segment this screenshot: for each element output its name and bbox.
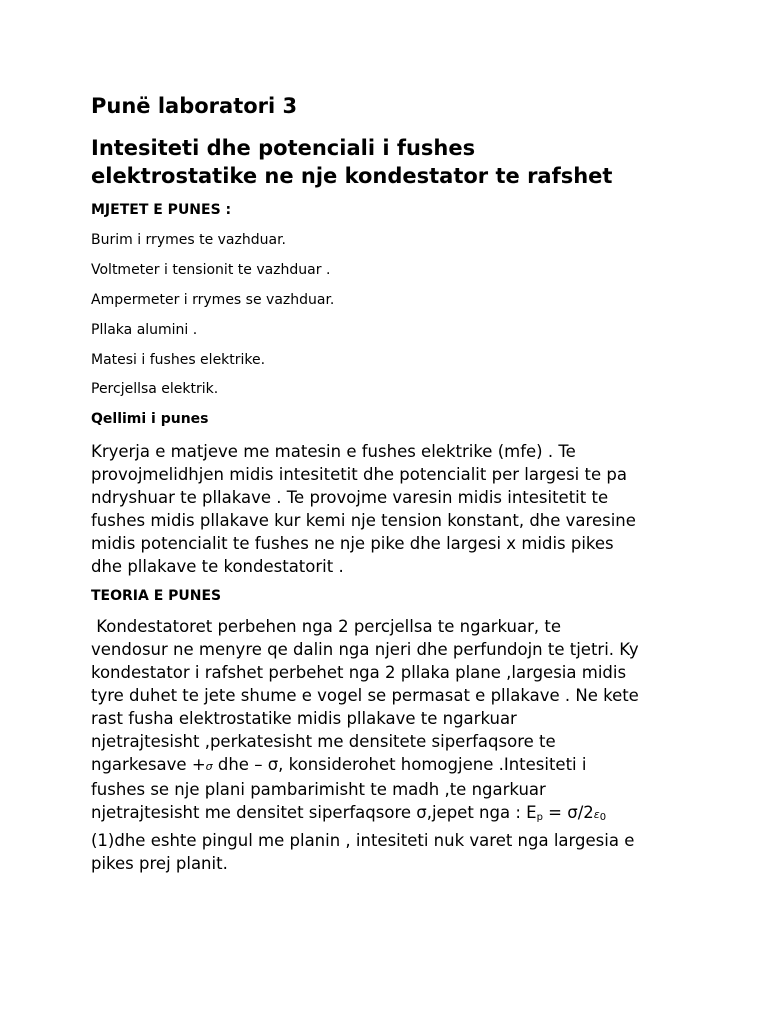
charge-line [91, 753, 691, 778]
tool-item: Voltmeter i tensionit te vazhduar . [91, 262, 331, 278]
tool-item: Burim i rrymes te vazhduar. [91, 232, 286, 248]
charge-line-text: ngarkesave + [91, 755, 206, 774]
purpose-paragraph [91, 440, 691, 578]
heading-line: Intesiteti dhe potenciali i fushes [91, 136, 476, 160]
paragraph-line: njetrajtesisht ,perkatesisht me densitete siperfaqsore te [91, 732, 556, 751]
tool-item: Matesi i fushes elektrike. [91, 352, 266, 368]
paragraph-line: fushes se nje plani pambarimisht te madh ,te ngarkuar [91, 780, 546, 799]
sigma-symbol: σ [205, 760, 213, 773]
document-heading [91, 134, 731, 190]
epsilon-symbol: ε [593, 808, 600, 821]
paragraph-line: (1)dhe eshte pingul me planin , intesiteti nuk varet nga largesia e [91, 831, 635, 850]
heading-line: elektrostatike ne nje kondestator te rafshet [91, 164, 613, 188]
paragraph-line: vendosur ne menyre qe dalin nga njeri dhe perfundojn te tjetri. Ky [91, 640, 639, 659]
document-title: Punë laboratori 3 [91, 94, 298, 118]
tools-section-label: MJETET E PUNES : [91, 202, 232, 218]
purpose-section-label: Qellimi i punes [91, 411, 209, 427]
formula-text: njetrajtesisht me densitet siperfaqsore σ,jepet nga : E [91, 803, 537, 822]
tool-item: Ampermeter i rrymes se vazhduar. [91, 292, 335, 308]
charge-line-text: dhe – σ, konsiderohet homogjene .Intesiteti i [212, 755, 587, 774]
paragraph-line: provojmelidhjen midis intesitetit dhe potencialit per largesi te pa [91, 465, 627, 484]
paragraph-line: pikes prej planit. [91, 854, 228, 873]
paragraph-line: kondestator i rafshet perbehet nga 2 pllaka plane ,largesia midis [91, 663, 627, 682]
theory-paragraph [91, 615, 691, 875]
paragraph-line: tyre duhet te jete shume e vogel se permasat e pllakave . Ne kete [91, 686, 639, 705]
paragraph-line: Kondestatoret perbehen nga 2 percjellsa te ngarkuar, te [91, 617, 562, 636]
paragraph-line: ndryshuar te pllakave . Te provojme varesin midis intesitetit te [91, 488, 609, 507]
tool-item: Percjellsa elektrik. [91, 381, 219, 397]
formula-text: = σ/2 [542, 803, 594, 822]
paragraph-line: midis potencialit te fushes ne nje pike dhe largesi x midis pikes [91, 534, 614, 553]
subscript-0: 0 [599, 812, 607, 823]
paragraph-line: dhe pllakave te kondestatorit . [91, 557, 344, 576]
theory-section-label: TEORIA E PUNES [91, 588, 222, 604]
formula-line [91, 801, 691, 829]
paragraph-line: fushes midis pllakave kur kemi nje tension konstant, dhe varesine [91, 511, 636, 530]
paragraph-line: rast fusha elektrostatike midis pllakave te ngarkuar [91, 709, 517, 728]
subscript-p: p [536, 812, 543, 823]
paragraph-line: Kryerja e matjeve me matesin e fushes elektrike (mfe) . Te [91, 442, 576, 461]
tool-item: Pllaka alumini . [91, 322, 198, 338]
